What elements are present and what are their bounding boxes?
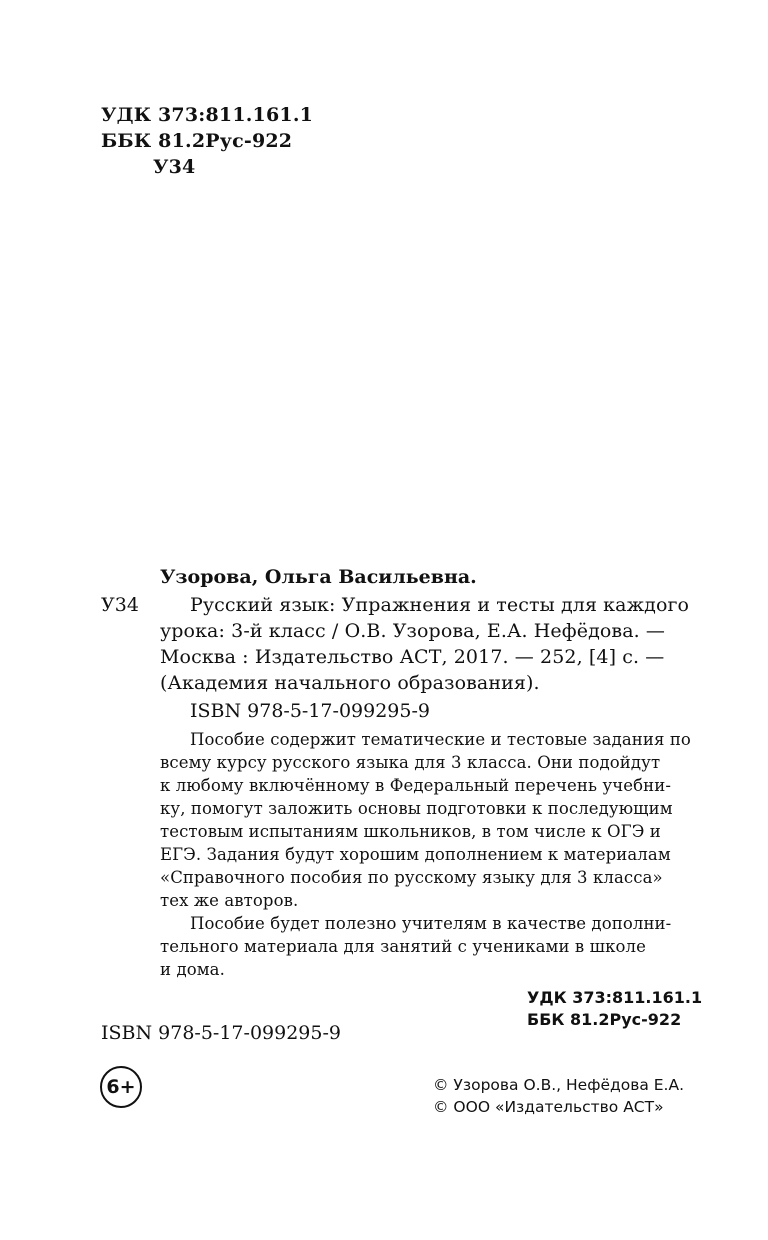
annotation-line: ЕГЭ. Задания будут хорошим дополнением к материалам [160, 845, 671, 864]
annotation-line: тельного материала для занятий с учениками в школе [160, 937, 646, 956]
isbn-bottom: ISBN 978-5-17-099295-9 [101, 1022, 341, 1044]
age-rating-badge [100, 1066, 142, 1108]
author-mark-record: У34 [101, 594, 139, 616]
copyright-publisher: © ООО «Издательство АСТ» [433, 1098, 664, 1116]
annotation-line: тех же авторов. [160, 891, 299, 910]
record-line: (Академия начального образования). [160, 672, 540, 694]
annotation-line: и дома. [160, 960, 225, 979]
age-rating-text: 6+ [106, 1076, 136, 1098]
isbn-record: ISBN 978-5-17-099295-9 [190, 700, 430, 722]
author-mark-top: У34 [153, 156, 196, 178]
author-name: Узорова, Ольга Васильевна. [160, 566, 477, 588]
annotation-line: «Справочного пособия по русскому языку для 3 класса» [160, 868, 663, 887]
annotation-line: к любому включённому в Федеральный перечень учебни- [160, 776, 672, 795]
annotation-line: ку, помогут заложить основы подготовки к последующим [160, 799, 673, 818]
record-line: Русский язык: Упражнения и тесты для каждого [190, 594, 690, 616]
annotation-line: всему курсу русского языка для 3 класса. Они подойдут [160, 753, 661, 772]
udk-code-bottom: УДК 373:811.161.1 [527, 988, 703, 1007]
udk-code-top: УДК 373:811.161.1 [101, 104, 314, 126]
record-line: урока: 3-й класс / О.В. Узорова, Е.А. Нефёдова. — [160, 620, 666, 642]
annotation-line: Пособие будет полезно учителям в качестве дополни- [190, 914, 672, 933]
copyright-authors: © Узорова О.В., Нефёдова Е.А. [433, 1076, 685, 1094]
annotation-line: тестовым испытаниям школьников, в том числе к ОГЭ и [160, 822, 661, 841]
bbk-code-bottom: ББК 81.2Рус-922 [527, 1010, 682, 1029]
bbk-code-top: ББК 81.2Рус-922 [101, 130, 293, 152]
annotation-line: Пособие содержит тематические и тестовые задания по [190, 730, 691, 749]
record-line: Москва : Издательство АСТ, 2017. — 252, [4] с. — [160, 646, 665, 668]
